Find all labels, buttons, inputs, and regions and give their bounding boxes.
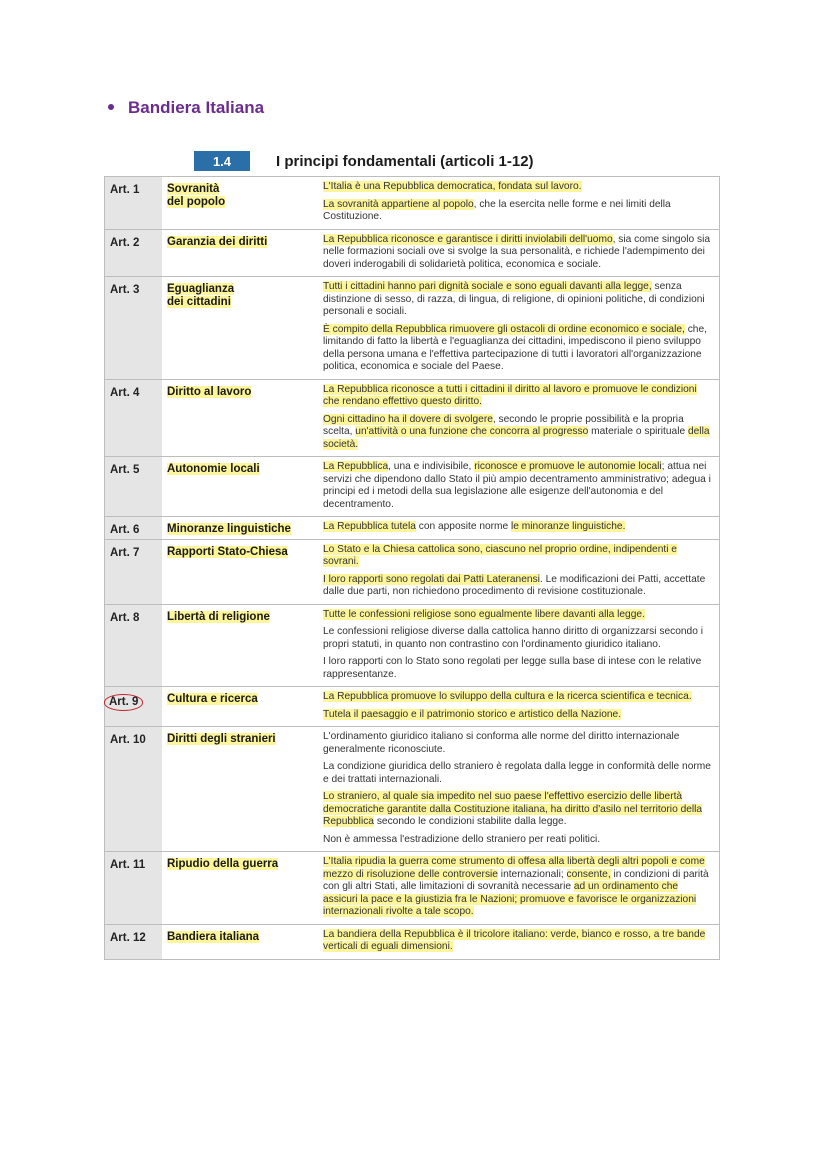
article-subject [162, 727, 321, 852]
highlighted-text: le minoranze linguistiche. [511, 521, 626, 532]
article-text [321, 604, 720, 687]
highlighted-text: La Repubblica riconosce a tutti i cittadini il diritto al lavoro e promuove le condizioni che rendano effettivo questo diritto. [323, 383, 697, 407]
article-paragraph [323, 281, 713, 319]
article-paragraph [323, 521, 713, 534]
highlighted-text: La sovranità appartiene al popolo [323, 198, 474, 210]
article-subject-line: Garanzia dei diritti [167, 235, 268, 248]
plain-text: ; attua nei servizi che dipendono dallo Stato il più ampio decentramento amministrativo; adegua i principi ed i metodi della sua legislazione alle esigenze dell'autonomia e del decentramento. [323, 461, 711, 510]
highlighted-text: riconosce e promuove le autonomie locali [474, 461, 662, 472]
highlighted-text: La Repubblica promuove lo sviluppo della cultura e la ricerca scientifica e tecnica. [323, 691, 692, 702]
plain-text: internazionali; [497, 868, 567, 880]
page-heading-text: Bandiera Italiana [128, 98, 265, 117]
article-number-text: Art. 5 [110, 464, 140, 476]
article-subject [162, 229, 321, 277]
highlighted-text: I loro rapporti sono regolati dai Patti Lateranensi [323, 573, 540, 585]
plain-text: . Le modificazioni dei Patti, accettate dalle due parti, non richiedono procedimento di revisione costituzionale. [323, 573, 706, 597]
article-paragraph [323, 929, 713, 954]
article-paragraph [323, 324, 713, 374]
plain-text: in condizioni di parità con gli altri Stati, alle limitazioni di sovranità necessarie [323, 868, 709, 892]
article-number [105, 539, 163, 604]
plain-text: con apposite norme [415, 521, 512, 532]
plain-text: I loro rapporti con lo Stato sono regolati per legge sulla base di intese con le relative rappresentanze. [323, 656, 702, 680]
article-paragraph [323, 691, 713, 704]
highlighted-text: L'Italia ripudia la guerra come strumento di offesa alla libertà degli altri popoli e come mezzo di risoluzione delle controversie [323, 856, 705, 880]
plain-text: Non è ammessa l'estradizione dello straniero per reati politici. [323, 833, 601, 845]
highlighted-text: consente, [566, 868, 611, 880]
plain-text: senza distinzione di sesso, di razza, di lingua, di religione, di opinioni politiche, di condizioni personali e sociali. [323, 281, 705, 317]
plain-text: secondo le condizioni stabilite dalla legge. [373, 816, 567, 827]
article-row [105, 539, 720, 604]
article-subject [162, 277, 321, 380]
article-row [105, 229, 720, 277]
article-subject-line: Bandiera italiana [167, 930, 260, 943]
highlighted-text: Ogni cittadino ha il dovere di svolgere [323, 413, 493, 425]
article-subject [162, 924, 321, 959]
article-paragraph [323, 574, 713, 599]
highlighted-text: La bandiera della Repubblica è il tricolore italiano: verde, bianco e rosso, a tre bande verticali di eguali dimensioni. [323, 928, 706, 952]
article-number-text: Art. 10 [110, 734, 146, 746]
article-paragraph [323, 626, 713, 651]
article-row [105, 727, 720, 852]
article-text [321, 517, 720, 540]
article-row [105, 852, 720, 925]
highlighted-text: La Repubblica [323, 461, 389, 472]
highlighted-text: Tutti i cittadini hanno pari dignità sociale e sono eguali davanti alla legge, [323, 281, 652, 292]
highlighted-text: Lo Stato e la Chiesa cattolica sono, ciascuno nel proprio ordine, indipendenti e sovrani. [323, 543, 677, 567]
highlighted-text: L'Italia è una Repubblica democratica, fondata sul lavoro. [323, 181, 582, 192]
article-text [321, 539, 720, 604]
article-text [321, 177, 720, 230]
article-number [105, 727, 163, 852]
article-paragraph [323, 834, 713, 847]
article-subject [162, 517, 321, 540]
article-text [321, 277, 720, 380]
article-number-text: Art. 1 [110, 184, 140, 196]
article-paragraph [323, 544, 713, 569]
highlighted-text: della società. [323, 426, 710, 450]
articles-table [104, 176, 720, 960]
article-subject [162, 687, 321, 727]
page-heading [108, 98, 264, 118]
article-paragraph [323, 791, 713, 829]
article-number-text: Art. 7 [110, 546, 140, 559]
article-subject-line: Cultura e ricerca [167, 693, 258, 705]
circled-article-number: Art. 9 [104, 694, 143, 711]
plain-text: , una e indivisibile, [388, 461, 475, 472]
article-subject [162, 852, 321, 925]
article-number-text: Art. 8 [110, 611, 140, 624]
section-number-badge: 1.4 [194, 151, 250, 171]
article-paragraph [323, 199, 713, 224]
section-header [194, 151, 534, 171]
highlighted-text: un'attività o una funzione che concorra al progresso [355, 426, 589, 437]
highlighted-text: ad un ordinamento che assicuri la pace e la giustizia fra le Nazioni; promuove e favorisce le organizzazioni internazionali rivolte a tale scopo. [323, 881, 697, 917]
article-text [321, 457, 720, 517]
article-text [321, 687, 720, 727]
article-paragraph [323, 234, 713, 272]
article-subject-line: Autonomie locali [167, 463, 260, 475]
article-number-text: Art. 3 [110, 284, 140, 296]
article-number [105, 852, 163, 925]
article-paragraph [323, 656, 713, 681]
bullet-icon [108, 104, 114, 110]
article-number [105, 277, 163, 380]
article-paragraph [323, 609, 713, 622]
article-row [105, 924, 720, 959]
article-subject [162, 177, 321, 230]
article-subject-line: dei cittadini [167, 296, 231, 308]
highlighted-text: La Repubblica tutela [323, 521, 416, 532]
article-row [105, 177, 720, 230]
article-subject-line: Ripudio della guerra [167, 858, 279, 870]
article-text [321, 727, 720, 852]
article-subject-line: Libertà di religione [167, 610, 270, 623]
section-title: I principi fondamentali (articoli 1-12) [276, 152, 534, 170]
highlighted-text: La Repubblica riconosce e garantisce i diritti inviolabili dell'uomo [323, 233, 613, 245]
article-subject-line: Diritto al lavoro [167, 385, 252, 398]
article-paragraph [323, 384, 713, 409]
article-subject-line: Sovranità [167, 183, 220, 195]
article-text [321, 852, 720, 925]
highlighted-text: Lo straniero, al quale sia impedito nel suo paese l'effettivo esercizio delle libertà democratiche garantite dalla Costituzione italiana, ha diritto d'asilo nel territorio della Repubblica [323, 791, 703, 827]
article-text [321, 229, 720, 277]
article-subject [162, 379, 321, 457]
plain-text: materiale o spirituale [588, 426, 688, 437]
article-number-text: Art. 12 [110, 931, 146, 944]
highlighted-text: Tutte le confessioni religiose sono egualmente libere davanti alla legge. [323, 608, 645, 620]
article-number-text: Art. 2 [110, 236, 140, 249]
article-paragraph [323, 856, 713, 919]
article-subject-line: Eguaglianza [167, 283, 235, 295]
article-paragraph [323, 731, 713, 756]
article-text [321, 924, 720, 959]
plain-text: L'ordinamento giuridico italiano si conforma alle norme del diritto internazionale generalmente riconosciute. [323, 731, 680, 755]
article-subject [162, 604, 321, 687]
article-paragraph [323, 414, 713, 452]
article-text [321, 379, 720, 457]
article-row [105, 604, 720, 687]
article-subject-line: Diritti degli stranieri [167, 733, 276, 745]
article-paragraph [323, 181, 713, 194]
article-subject [162, 539, 321, 604]
article-subject-line: Minoranze linguistiche [167, 523, 291, 535]
article-number [105, 457, 163, 517]
plain-text: che, limitando di fatto la libertà e l'eguaglianza dei cittadini, impediscono il pieno sviluppo della persona umana e l'effettiva partecipazione di tutti i lavoratori all'organizzazione politica, economica e sociale del Paese. [323, 323, 707, 372]
article-subject-line: Rapporti Stato-Chiesa [167, 545, 288, 558]
article-subject [162, 457, 321, 517]
article-number-text: Art. 4 [110, 386, 140, 399]
article-paragraph [323, 761, 713, 786]
article-number [105, 924, 163, 959]
article-paragraph [323, 461, 713, 511]
article-number [105, 517, 163, 540]
article-row [105, 457, 720, 517]
article-number-text: Art. 11 [110, 859, 146, 871]
article-row [105, 379, 720, 457]
article-number [105, 379, 163, 457]
article-row [105, 687, 720, 727]
highlighted-text: Tutela il paesaggio e il patrimonio storico e artistico della Nazione. [323, 708, 622, 720]
plain-text: La condizione giuridica dello straniero è regolata dalla legge in conformità delle norme e dei trattati internazionali. [323, 761, 711, 785]
article-number [105, 687, 163, 727]
highlighted-text: È compito della Repubblica rimuovere gli ostacoli di ordine economico e sociale, [323, 323, 685, 335]
plain-text: , che la esercita nelle forme e nei limiti della Costituzione. [323, 198, 671, 222]
article-row [105, 277, 720, 380]
plain-text: , sia come singolo sia nelle formazioni sociali ove si svolge la sua personalità, e richiede l'adempimento dei doveri inderogabili di solidarietà politica, economica e sociale. [323, 233, 711, 270]
article-number [105, 229, 163, 277]
article-number [105, 604, 163, 687]
article-number-text: Art. 6 [110, 524, 140, 536]
plain-text: , secondo le proprie possibilità e la propria scelta, [323, 413, 684, 437]
article-number [105, 177, 163, 230]
article-subject-line: del popolo [167, 196, 226, 208]
plain-text: Le confessioni religiose diverse dalla cattolica hanno diritto di organizzarsi secondo i propri statuti, in quanto non contrastino con l'ordinamento giuridico italiano. [323, 626, 703, 650]
article-paragraph [323, 709, 713, 722]
article-row [105, 517, 720, 540]
